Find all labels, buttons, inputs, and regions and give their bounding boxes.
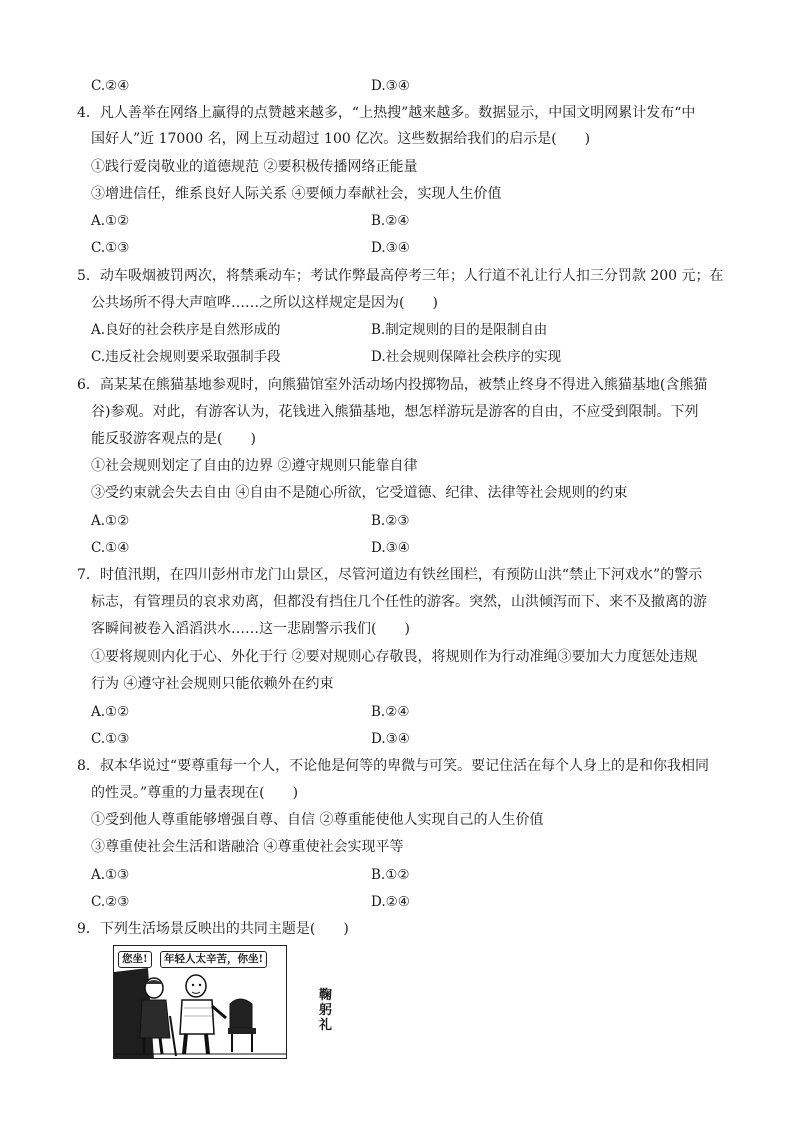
q7-stem-line-1: 7．时值汛期，在四川彭州市龙门山景区，尽管河道边有铁丝围栏，有预防山洪“禁止下河戏水”的警示 <box>77 567 703 583</box>
q6-option-c: C.①④ <box>91 540 130 556</box>
q5-option-c: C.违反社会规则要采取强制手段 <box>91 349 281 365</box>
q6-stem-line-1: 6．高某某在熊猫基地参观时，向熊猫馆室外活动场内投掷物品，被禁止终身不得进入熊猫基地(含熊猫 <box>77 377 708 393</box>
q7-stem-line-2: 标志，有管理员的哀求劝离，但都没有挡住几个任性的游客。突然，山洪倾泻而下、来不及撤离的游 <box>91 594 707 610</box>
q9-cartoon-figure <box>113 945 287 1059</box>
q5-stem-line-1: 5．动车吸烟被罚两次，将禁乘动车；考试作弊最高停考三年；人行道不礼让行人扣三分罚款 200 元；在 <box>77 268 724 284</box>
q6-statements-1: ①社会规则划定了自由的边界 ②遵守规则只能靠自律 <box>91 458 418 474</box>
q4-statements-2: ③增进信任，维系良好人际关系 ④要倾力奉献社会，实现人生价值 <box>91 186 502 202</box>
speech-bubble-right: 年轻人太辛苦，你坐! <box>160 951 267 968</box>
q6-option-d: D.③④ <box>371 540 410 556</box>
q5-option-a: A.良好的社会秩序是自然形成的 <box>91 322 281 338</box>
q3-option-d: D.③④ <box>371 78 410 94</box>
q4-statements-1: ①践行爱岗敬业的道德规范 ②要积极传播网络正能量 <box>91 159 418 175</box>
q8-option-b: B.①② <box>371 867 410 883</box>
q8-statements-2: ③尊重使社会生活和谐融洽 ④尊重使社会实现平等 <box>91 839 404 855</box>
q6-stem-line-2: 谷)参观。对此，有游客认为，花钱进入熊猫基地，想怎样游玩是游客的自由，不应受到限制。下列 <box>91 404 699 420</box>
q7-option-b: B.②④ <box>371 704 410 720</box>
q9-stem: 9．下列生活场景反映出的共同主题是( ) <box>77 921 349 937</box>
q6-stem-line-3: 能反驳游客观点的是( ) <box>91 431 256 447</box>
q4-option-c: C.①③ <box>91 240 130 256</box>
q8-option-d: D.②④ <box>371 894 410 910</box>
q6-option-a: A.①② <box>91 513 130 529</box>
q7-statements-1: ①要将规则内化于心、外化于行 ②要对规则心存敬畏，将规则作为行动准绳③要加大力度惩处违规 <box>91 649 698 665</box>
q5-option-d: D.社会规则保障社会秩序的实现 <box>371 349 562 365</box>
q8-stem-line-1: 8．叔本华说过“要尊重每一个人，不论他是何等的卑微与可笑。要记住活在每个人身上的是和你我相同 <box>77 758 710 774</box>
q9-side-caption: 鞠躬礼 <box>319 988 333 1033</box>
q4-stem-line-2: 国好人”近 17000 名，网上互动超过 100 亿次。这些数据给我们的启示是( ) <box>91 131 591 147</box>
speech-bubble-left: 您坐! <box>118 951 152 968</box>
q8-option-a: A.①③ <box>91 867 130 883</box>
q6-statements-2: ③受约束就会失去自由 ④自由不是随心所欲，它受道德、纪律、法律等社会规则的约束 <box>91 485 628 501</box>
q7-option-c: C.①③ <box>91 731 130 747</box>
q5-option-b: B.制定规则的目的是限制自由 <box>371 322 548 338</box>
q4-option-d: D.③④ <box>371 240 410 256</box>
q4-option-a: A.①② <box>91 213 130 229</box>
q7-option-d: D.③④ <box>371 731 410 747</box>
q5-stem-line-2: 公共场所不得大声喧哗……之所以这样规定是因为( ) <box>91 295 438 311</box>
q8-option-c: C.②③ <box>91 894 130 910</box>
q8-statements-1: ①受到他人尊重能够增强自尊、自信 ②尊重能使他人实现自己的人生价值 <box>91 812 544 828</box>
q7-statements-2: 行为 ④遵守社会规则只能依赖外在约束 <box>91 676 334 692</box>
q7-option-a: A.①② <box>91 704 130 720</box>
q4-stem-line-1: 4．凡人善举在网络上赢得的点赞越来越多，“上热搜”越来越多。数据显示，中国文明网累计发布“中 <box>77 105 696 121</box>
q4-option-b: B.②④ <box>371 213 410 229</box>
q8-stem-line-2: 的性灵。”尊重的力量表现在( ) <box>91 785 299 801</box>
q7-stem-line-3: 客瞬间被卷入滔滔洪水……这一悲剧警示我们( ) <box>91 621 410 637</box>
q6-option-b: B.②③ <box>371 513 410 529</box>
q3-option-c: C.②④ <box>91 78 130 94</box>
